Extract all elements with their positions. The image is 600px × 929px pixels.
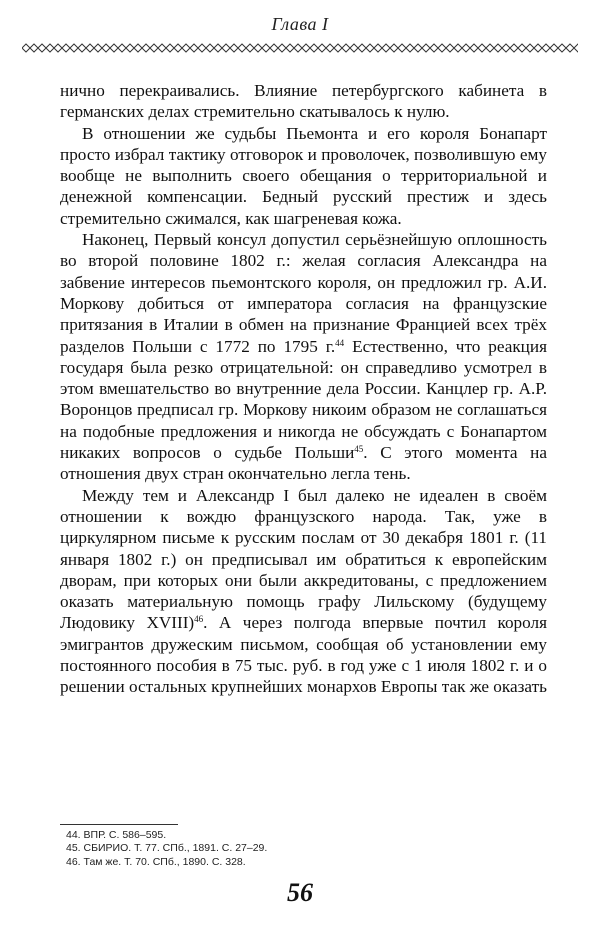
- paragraph-4-part-a: Между тем и Александр I был далеко не идеален в своём отношении к вождю французского народа. Так, уже в циркулярном письме к русским послам от 30 декабря 1801 г. (11 января 1802 г.) он предписывал им обратиться к европейским дворам, при которых они были аккредитованы, с предложением оказать материальную помощь графу Лильскому (будущему Людовику XVIII): [60, 485, 547, 633]
- paragraph-3-part-c: . С этого момента на отношения двух стран окончательно легла тень.: [60, 443, 547, 484]
- paragraph-4-part-b: . А через полгода впервые почтил короля эмигрантов дружеским письмом, сообщая об установлении ему постоянного пособия в 75 тыс. руб. в год уже с 1 июля 1802 г. и о решении остальных крупнейших монархов Европы так же оказать: [60, 613, 548, 697]
- header-ornament-rule: [22, 42, 578, 54]
- footnote-46: 46. Там же. Т. 70. СПб., 1890. С. 328.: [66, 855, 246, 868]
- footnote-ref-46[interactable]: 46: [194, 614, 204, 625]
- footnote-44: 44. ВПР. С. 586–595.: [66, 829, 167, 841]
- paragraph-4: [60, 485, 547, 698]
- footnote-45: 45. СБИРИО. Т. 77. СПб., 1891. С. 27–29.: [66, 842, 268, 855]
- paragraph-3: [60, 229, 547, 485]
- chapter-header: Глава I: [271, 14, 329, 34]
- main-text: [60, 80, 547, 698]
- page-number: 56: [287, 878, 313, 907]
- footnote-ref-45[interactable]: 45: [354, 444, 364, 455]
- footnote-ref-44[interactable]: 44: [335, 337, 345, 348]
- paragraph-2: В отношении же судьбы Пьемонта и его короля Бонапарт просто избрал тактику отговорок и проволочек, позволившую ему вообще не выполнить своего обещания о территориальной и денежной компенсации. Бедный русский престиж и здесь стремительно сжимался, как шагреневая кожа.: [60, 123, 547, 228]
- paragraph-3-part-a: Наконец, Первый консул допустил серьёзнейшую оплошность во второй половине 1802 г.: желая согласия Александра на забвение интересов пьемонтского короля, он предложил гр. А.И. Моркову добиться от императора согласия на французские притязания в Италии в обмен на признание Францией всех трёх разделов Польши с 1772 по 1795 г.: [60, 230, 547, 356]
- footnotes: [66, 829, 267, 869]
- footnote-divider: [60, 824, 178, 825]
- paragraph-3-part-b: Естественно, что реакция государя была резко отрицательной: он справедливо усмотрел в этом вмешательство во внутренние дела России. Канцлер гр. А.Р. Воронцов предписал гр. Моркову никоим образом не соглашаться на подобные предложения и никогда не обсуждать с Бонапартом никаких вопросов о судьбе Польши: [60, 336, 547, 463]
- paragraph-1: нично перекраивались. Влияние петербургского кабинета в германских делах стремительно скатывалось к нулю.: [60, 81, 547, 122]
